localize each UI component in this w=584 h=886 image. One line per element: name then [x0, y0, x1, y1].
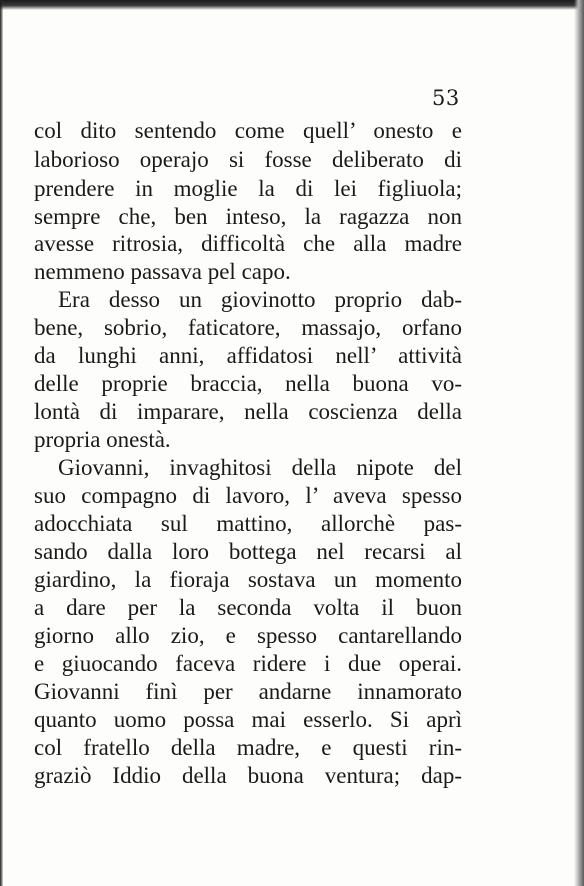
- text-line: col dito sentendo come quell’ onesto e: [34, 118, 462, 143]
- text-line: prendere in moglie la di lei figliuola;: [34, 176, 462, 201]
- text-line: e giuocando faceva ridere i due operai.: [34, 651, 462, 676]
- text-line: giardino, la fioraja sostava un momento: [34, 567, 462, 592]
- page-number: 53: [432, 86, 460, 110]
- text-line: sando dalla loro bottega nel recarsi al: [34, 539, 462, 564]
- paragraph-first-line: Giovanni, invaghitosi della nipote del: [58, 455, 462, 480]
- paragraph-first-line: Era desso un giovinotto proprio dab-: [58, 287, 462, 312]
- text-line: adocchiata sul mattino, allorchè pas-: [34, 511, 462, 536]
- text-line: delle proprie braccia, nella buona vo-: [34, 371, 462, 396]
- text-line: propria onestà.: [34, 427, 171, 452]
- text-line: lontà di imparare, nella coscienza della: [34, 399, 462, 424]
- text-line: giorno allo zio, e spesso cantarellando: [34, 623, 462, 648]
- text-line: quanto uomo possa mai esserlo. Si aprì: [34, 707, 462, 732]
- text-line: bene, sobrio, faticatore, massajo, orfano: [34, 315, 462, 340]
- text-line: graziò Iddio della buona ventura; dap-: [34, 763, 462, 788]
- page-left-edge: [0, 0, 3, 886]
- page-right-edge: [574, 0, 584, 886]
- text-line: Giovanni finì per andarne innamorato: [34, 679, 462, 704]
- text-line: laborioso operajo si fosse deliberato di: [34, 147, 462, 172]
- text-line: da lunghi anni, affidatosi nell’ attività: [34, 343, 462, 368]
- text-line: nemmeno passava pel capo.: [34, 259, 291, 284]
- text-line: avesse ritrosia, difficoltà che alla madre: [34, 231, 462, 256]
- text-line: sempre che, ben inteso, la ragazza non: [34, 204, 462, 229]
- text-line: a dare per la seconda volta il buon: [34, 595, 462, 620]
- text-line: suo compagno di lavoro, l’ aveva spesso: [34, 483, 462, 508]
- page-top-edge: [0, 0, 584, 10]
- text-line: col fratello della madre, e questi rin-: [34, 735, 462, 760]
